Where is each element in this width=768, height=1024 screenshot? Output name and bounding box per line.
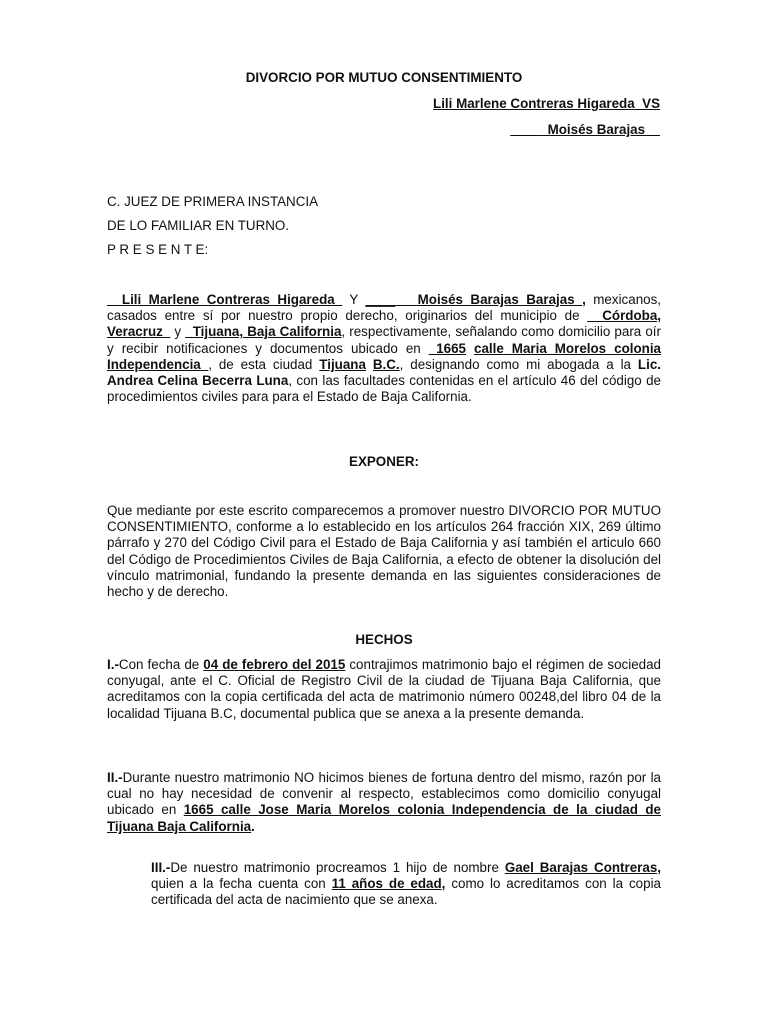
addr-prefix: _ (428, 340, 437, 356)
marriage-date: 04 de febrero del 2015 (203, 657, 346, 672)
origin-city-2: Tijuana, Baja California (192, 324, 342, 340)
intro-paragraph (107, 292, 661, 405)
lawyer-name: Lic. Andrea Celina Becerra Luna (107, 356, 661, 389)
addressee-line-1: C. JUEZ DE PRIMERA INSTANCIA (107, 194, 319, 209)
spouse2-suffix: _ (574, 292, 583, 307)
city1-prefix: __ (587, 308, 603, 324)
hecho-iii-text-2: quien a la fecha cuenta con (151, 876, 332, 892)
hecho-i-label: I.- (107, 657, 119, 672)
intro-text-4: , designando como mi abogada a la (399, 356, 638, 372)
city2-prefix: _ (185, 324, 193, 340)
party2-name: _Moisés Barajas (540, 122, 646, 137)
hecho-iii-paragraph (151, 860, 661, 909)
exponer-paragraph: Que mediante por este escrito comparecemos a promover nuestro DIVORCIO POR MUTUO CONSENTIMIENTO, conforme a lo establecido en los artículos 264 fracción XIX, 269 último párrafo y 270 del Código Civil para el Estado de Baja California y así también el articulo 660 del Código de Procedimientos Civiles de Baja California, a efecto de obtener la disolución del vínculo matrimonial, fundando la presente demanda en las siguientes consideraciones de hecho y de derecho. (107, 503, 661, 600)
hecho-ii-label: II.- (107, 770, 123, 785)
address-number: 1665 (436, 340, 466, 356)
hecho-ii-paragraph (107, 770, 661, 835)
hecho-ii-text-1: Durante nuestro matrimonio NO hicimos bienes de fortuna dentro del mismo, razón por la cual no hay necesidad de convenir al respecto, establecimos como domicilio conyugal ubicado en (107, 770, 661, 818)
exponer-heading: EXPONER: (349, 454, 419, 469)
hecho-iii-text-3: como lo acreditamos con la copia certificada del acta de nacimiento que se anexa. (151, 876, 661, 908)
intro-comma: , (582, 292, 586, 307)
origin-city-1: Córdoba, Veracruz (107, 308, 661, 340)
party2-suffix: __ (645, 122, 660, 137)
intro-text-3: , de esta ciudad (208, 356, 320, 372)
intro-text-1: mexicanos, casados entre sí por nuestro propio derecho, originarios del municipio de (107, 292, 661, 324)
document-title: DIVORCIO POR MUTUO CONSENTIMIENTO (245, 70, 523, 85)
spouse1-name: Lili Marlene Contreras Higareda_ (121, 292, 343, 307)
child-age: 11 años de edad, (331, 876, 446, 892)
vs-label: _VS (634, 96, 660, 111)
hecho-i-text-2: contrajimos matrimonio bajo el régimen de sociedad conyugal, ante el C. Oficial de Registro Civil de la ciudad de Tijuana Baja California, que acreditamos con la copia certificada del acta de matrimonio número 00248,del libro 04 de la localidad Tijuana B.C, documental publica que se anexa a la presente demanda. (107, 657, 661, 721)
city1-suffix: _ (162, 324, 171, 340)
hecho-iii-label: III.- (151, 860, 171, 875)
hecho-i-text-1: Con fecha de (118, 657, 204, 672)
hecho-ii-end: . (251, 818, 255, 834)
spouse2-name: Moisés Barajas Barajas (417, 292, 575, 307)
intro-gap: ____ (365, 292, 396, 307)
party1-name: Lili Marlene Contreras Higareda (433, 96, 635, 111)
intro-and: Y (342, 292, 366, 307)
spouse2-prefix: ___ (395, 292, 418, 307)
addressee-line-3: P R E S E N T E: (107, 242, 209, 257)
addressee-line-2: DE LO FAMILIAR EN TURNO. (107, 218, 290, 233)
address-street: calle Maria Morelos colonia Independencia (107, 340, 661, 372)
intro-text-5: , con las facultades contenidas en el artículo 46 del código de procedimientos civiles para para el Estado de Baja California. (107, 373, 661, 405)
intro-y: y (170, 324, 186, 340)
residence-state: B.C. (372, 356, 400, 372)
addr-suffix: _ (200, 356, 209, 372)
intro-pre1: __ (107, 292, 122, 307)
hechos-heading: HECHOS (355, 632, 413, 647)
party-line-1 (433, 96, 660, 112)
child-name: Gael Barajas Contreras, (504, 860, 661, 875)
party-line-2 (510, 122, 660, 138)
hecho-iii-text-1: De nuestro matrimonio procreamos 1 hijo de nombre (170, 860, 505, 875)
intro-text-2: , respectivamente, señalando como domicilio para oír y recibir notificaciones y documentos ubicado en (107, 324, 661, 356)
party2-prefix: ____ (510, 122, 541, 137)
conjugal-address: 1665 calle Jose Maria Morelos colonia Independencia de la ciudad de Tijuana Baja California (107, 802, 661, 834)
hecho-i-paragraph (107, 657, 661, 722)
residence-city: Tijuana (319, 356, 366, 372)
